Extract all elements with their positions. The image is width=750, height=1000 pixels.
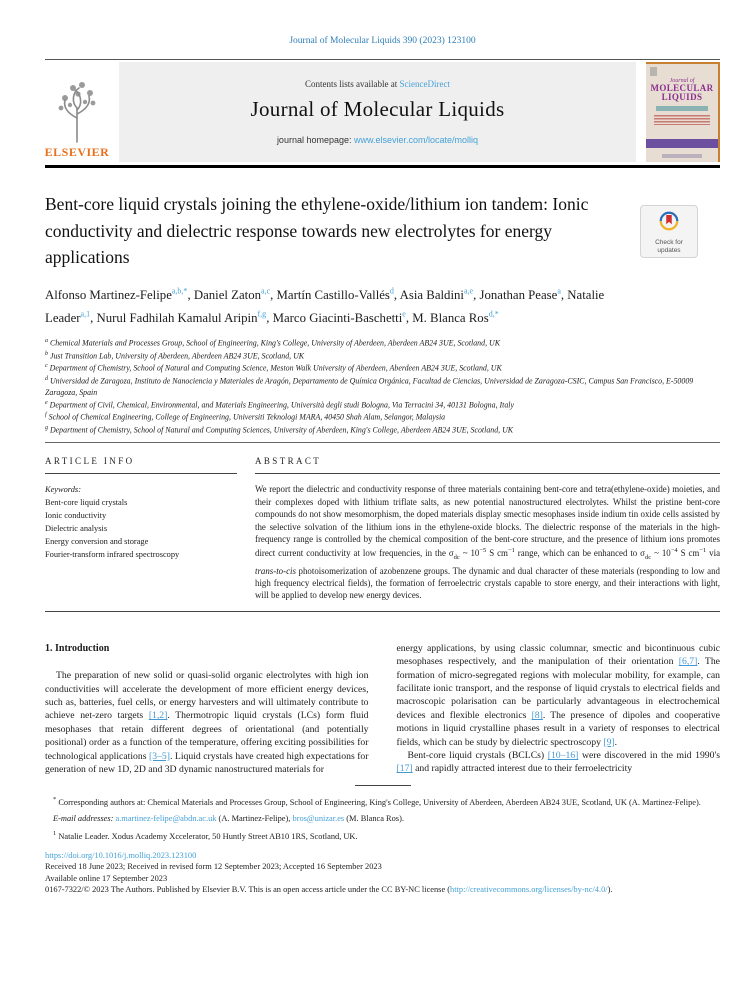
cover-title-line2: LIQUIDS xyxy=(661,92,703,102)
affiliations-list xyxy=(45,336,720,435)
cover-editors-text xyxy=(654,115,710,125)
text-run: Natalie Leader. Xodus Academy Xccelerator, 50 Huntly Street AB10 1RS, Scotland, UK. xyxy=(56,832,358,842)
exponent: −4 xyxy=(670,547,678,555)
text-run: energy applications, by using classic columnar, smectic and bicontinuous cubic mesophases respectively, and the manipulation of their orientation xyxy=(396,642,720,668)
affiliation-text: Just Transition Lab, University of Aberdeen, Aberdeen AB24 3UE, Scotland, UK xyxy=(48,351,305,361)
homepage-prefix: journal homepage: xyxy=(276,135,354,145)
article-info-header: ARTICLE INFO xyxy=(45,456,135,467)
abstract-bottom-rule xyxy=(45,611,720,612)
author-separator: , xyxy=(270,287,277,302)
exponent: −1 xyxy=(507,547,515,555)
author-separator: , xyxy=(266,311,273,326)
intro-paragraph-continued xyxy=(397,642,721,749)
affiliation-sup: a xyxy=(45,338,48,345)
intro-paragraph xyxy=(397,749,721,776)
affiliation-sup: c xyxy=(45,363,48,370)
abstract-text xyxy=(255,483,720,601)
affiliation xyxy=(45,398,720,411)
exponent: −5 xyxy=(479,547,487,555)
abstract-rule xyxy=(255,473,720,474)
author-affil-sup[interactable]: a xyxy=(557,286,561,296)
text-run: . The formation of micro-segregated regions with molecular mobility, for example, can facilitate ionic transport, and the response of liquid crystals to electrical fields and macroscopic polarisation can be particularly advantageous in electrochemical devices and flexible electronics xyxy=(396,656,720,721)
journal-banner xyxy=(45,62,720,162)
author-list xyxy=(45,282,655,329)
doi-link[interactable]: https://doi.org/10.1016/j.molliq.2023.123100 xyxy=(45,850,197,860)
author xyxy=(273,311,413,325)
author xyxy=(45,288,194,302)
citation-ref-link[interactable]: [9] xyxy=(603,736,615,748)
contents-prefix: Contents lists available at xyxy=(305,79,400,89)
text-run: and rapidly attracted interest due to their ferroelectricity xyxy=(412,763,633,775)
text-run: via xyxy=(706,548,721,559)
keyword: Bent-core liquid crystals xyxy=(45,498,128,508)
cover-purple-band xyxy=(646,139,718,148)
email-link[interactable]: bros@unizar.es xyxy=(292,813,345,823)
text-run: . Thermotropic liquid crystals (LCs) form fluid mesophases that retain different degrees of orientational (and potentially positional) order as a function of the temperature, offering exciting possibilities for technological applications xyxy=(45,710,369,762)
author-name: Asia Baldini xyxy=(399,287,464,302)
abstract-column xyxy=(255,456,720,601)
italic-term: trans-to-cis xyxy=(255,565,296,576)
affiliation-text: Department of Civil, Chemical, Environmental, and Materials Engineering, Università degli studi Bologna, Via Terracini 34, 40131 Bologna, Italy xyxy=(47,400,514,410)
affiliation xyxy=(45,336,720,349)
homepage-line xyxy=(277,135,478,145)
corresponding-author-note xyxy=(45,794,720,808)
footnote-rule xyxy=(355,785,411,786)
author-separator: , xyxy=(393,287,400,302)
text-run: . xyxy=(614,736,618,748)
left-column xyxy=(45,642,369,777)
text-run: S cm xyxy=(677,548,700,559)
asterisk-marker: * xyxy=(53,796,57,804)
journal-homepage-link[interactable]: www.elsevier.com/locate/molliq xyxy=(354,135,479,145)
cover-title-line1: MOLECULAR xyxy=(650,83,714,93)
check-for-updates-icon xyxy=(658,219,680,236)
text-run: Corresponding authors at: Chemical Materials and Processes Group, School of Engineering, King's College, University of Aberdeen, Aberdeen AB24 3UE, Scotland, UK (A. Martinez-Felipe). xyxy=(56,798,701,808)
text-run: 0167-7322/© 2023 The Authors. Published by Elsevier B.V. This is an open access article under the CC BY-NC license ( xyxy=(45,885,451,895)
author-name: M. Blanca Ros xyxy=(412,311,489,326)
email-addresses-note xyxy=(45,813,720,825)
intro-paragraph xyxy=(45,669,369,776)
text-run: ~ 10 xyxy=(459,548,480,559)
top-divider xyxy=(45,59,720,60)
affiliation xyxy=(45,349,720,362)
abstract-header: ABSTRACT xyxy=(255,456,322,467)
affiliation xyxy=(45,374,720,398)
text-run: (A. Martinez-Felipe), xyxy=(216,813,293,823)
text-run: photoisomerization of azobenzene groups. The dynamic and dual character of these materials (responding to low and high frequency electrical fields), the formation of ferroelectric crystals capable to store energy, and their interactions with light, will be applied to develop new energy devices. xyxy=(255,565,720,601)
citation-ref-link[interactable]: [8] xyxy=(531,709,543,721)
article-info-rule xyxy=(45,473,237,474)
affiliation-text: School of Chemical Engineering, College of Engineering, Universiti Teknologi MARA, 40450 Shah Alam, Selangor, Malaysia xyxy=(46,412,446,422)
author-affil-sup[interactable]: d xyxy=(389,286,394,296)
author-separator: , xyxy=(90,311,97,326)
author-name: Nurul Fadhilah Kamalul Aripin xyxy=(96,311,258,326)
text-run: . Liquid crystals have created high expectations for generation of new 1D, 2D and 3D dynamic nanostructured materials for xyxy=(45,750,369,776)
author xyxy=(479,288,567,302)
affiliation-text: Chemical Materials and Processes Group, School of Engineering, King's College, University of Aberdeen, Aberdeen AB24 3UE, Scotland, UK xyxy=(48,338,500,348)
author-separator: , xyxy=(405,311,413,326)
author-separator: , xyxy=(560,287,568,302)
author-affil-sup[interactable]: e xyxy=(402,309,406,319)
cover-script-text: Journal of xyxy=(669,78,695,84)
affiliation-sup: g xyxy=(45,424,48,431)
footnote-1-marker: 1 xyxy=(53,830,57,838)
text-run: range, which can be enhanced to σ xyxy=(514,548,645,559)
body-columns xyxy=(45,642,720,777)
cover-publisher-mark xyxy=(650,67,657,76)
text-run: . The presence of dipoles and cooperative motions in liquid crystalline phases result in a variety of responses to electrical fields, which can be study by dielectric spectroscopy xyxy=(396,709,720,748)
right-column xyxy=(397,642,721,777)
sigma-dc-subscript: dc xyxy=(453,554,460,562)
affiliation-sup: f xyxy=(45,412,47,419)
sciencedirect-link[interactable]: ScienceDirect xyxy=(399,79,450,89)
elsevier-wordmark: ELSEVIER xyxy=(44,145,110,159)
check-for-updates-label: Check for updates xyxy=(655,239,683,254)
affiliation-sup: b xyxy=(45,350,48,357)
author xyxy=(400,288,480,302)
citation-ref-link[interactable]: [1,2] xyxy=(148,710,168,722)
author-affil-sup[interactable]: a,b,* xyxy=(171,286,188,296)
text-run: We report the dielectric and conductivity response of three materials containing bent-core and tetra(ethylene-oxide) moieties, and their complexes doped with lithium triflate salts, as new potential nanostructured electrolytes. Whilst the pristine bent-core compounds do not show mesomorphism, the doped materials display smectic mesophases inside indium tin oxide cells assisted by the selective solvation of the lithium ions in the ethylene-oxide blocks. The dielectric response of the materials in the high-frequency range is controlled by the chemical composition of the bent-core structure, and the presence of lithium ions promotes direct current conductivity at low frequencies, in the σ xyxy=(255,484,720,559)
banner-center xyxy=(119,62,636,162)
author-name: Daniel Zaton xyxy=(193,287,262,302)
text-run: The preparation of new solid or quasi-solid organic electrolytes with high ion conductivities will accelerate the development of more efficient energy devices, such as, batteries, fuel cells, or energy harvesters and will ultimately contribute to achieve net-zero targets xyxy=(45,670,369,722)
journal-cover-thumbnail[interactable] xyxy=(646,62,720,162)
affiliation xyxy=(45,361,720,374)
text-run: S cm xyxy=(486,548,508,559)
journal-title: Journal of Molecular Liquids xyxy=(250,97,505,121)
author-separator: , xyxy=(187,287,194,302)
doi-line xyxy=(45,850,720,862)
author-separator: , xyxy=(473,287,480,302)
cover-footer-text xyxy=(662,154,702,158)
keywords-label: Keywords: xyxy=(45,485,81,495)
banner-bottom-rule xyxy=(45,165,720,168)
available-online: Available online 17 September 2023 xyxy=(45,873,168,883)
elsevier-tree-icon xyxy=(51,78,103,144)
journal-citation: Journal of Molecular Liquids 390 (2023) 123100 xyxy=(289,36,476,46)
footnote-1 xyxy=(45,828,720,842)
affiliation-text: Universidad de Zaragoza, Instituto de Nanociencia y Materiales de Aragón, Departamento de Química Orgánica, Facultad de Ciencias, Universidad de Zaragoza-CSIC, Campus San Francisco, E-50009 Zaragoza, Spain xyxy=(45,376,694,397)
text-run: (M. Blanca Ros). xyxy=(344,813,404,823)
info-top-rule xyxy=(45,442,720,443)
author-name: Martín Castillo-Vallés xyxy=(276,287,390,302)
check-for-updates-badge[interactable] xyxy=(640,205,698,258)
text-run: Bent-core liquid crystals (BCLCs) xyxy=(407,750,548,762)
license-link[interactable]: http://creativecommons.org/licenses/by-nc/4.0/ xyxy=(450,885,608,895)
article-info-column xyxy=(45,456,237,601)
affiliation-text: Department of Chemistry, School of Natural and Computing Science, Meston Walk University of Aberdeen, Aberdeen AB24 3UE, Scotland, UK xyxy=(47,363,502,373)
section-heading-introduction: 1. Introduction xyxy=(45,642,110,654)
keyword: Fourier-transform infrared spectroscopy xyxy=(45,550,180,560)
author xyxy=(194,288,277,302)
affiliation-text: Department of Chemistry, School of Natural and Computing Sciences, University of Aberdeen, King's College, Aberdeen AB24 3UE, Scotland, UK xyxy=(48,425,514,435)
affiliation xyxy=(45,423,720,436)
author xyxy=(412,311,498,325)
contents-line xyxy=(305,79,450,89)
author-name: Natalie Leader xyxy=(45,287,605,326)
author-affil-sup[interactable]: f,g xyxy=(257,309,267,319)
author-affil-sup[interactable]: a,1 xyxy=(80,309,91,319)
text-run: ). xyxy=(607,885,613,895)
copyright-line xyxy=(45,884,720,896)
exponent: −1 xyxy=(699,547,707,555)
elsevier-logo[interactable] xyxy=(45,62,109,162)
author-name: Marco Giacinti-Baschetti xyxy=(272,311,403,326)
keyword: Ionic conductivity xyxy=(45,511,107,521)
affiliation xyxy=(45,410,720,423)
received-dates: Received 18 June 2023; Received in revised form 12 September 2023; Accepted 16 September 2023 xyxy=(45,862,382,872)
citation-ref-link[interactable]: [3–5] xyxy=(149,750,170,762)
author xyxy=(277,288,400,302)
author-affil-sup[interactable]: a,c xyxy=(261,286,271,296)
keyword: Dielectric analysis xyxy=(45,524,108,534)
author-name: Alfonso Martinez-Felipe xyxy=(45,287,172,302)
author-name: Jonathan Pease xyxy=(479,287,558,302)
title-section xyxy=(45,191,720,271)
cover-subtitle-bar xyxy=(656,106,708,111)
paper-title: Bent-core liquid crystals joining the ethylene-oxide/lithium ion tandem: Ionic conductivity and dielectric response towards new electrolytes for energy applications xyxy=(45,194,589,267)
author-affil-sup[interactable]: d,* xyxy=(488,309,499,319)
citation-ref-link[interactable]: [10–16] xyxy=(547,750,579,762)
citation-ref-link[interactable]: [17] xyxy=(396,763,413,775)
author xyxy=(97,311,273,325)
text-run: ~ 10 xyxy=(651,548,671,559)
info-abstract-section xyxy=(45,456,720,601)
author-affil-sup[interactable]: a,e xyxy=(463,286,474,296)
affiliation-sup: e xyxy=(45,399,48,406)
sigma-dc-subscript: dc xyxy=(644,554,652,562)
email-label: E-mail addresses: xyxy=(53,813,116,823)
keyword: Energy conversion and storage xyxy=(45,537,149,547)
citation-ref-link[interactable]: [6,7] xyxy=(678,656,698,668)
text-run: were discovered in the mid 1990's xyxy=(578,750,720,762)
email-link[interactable]: a.martinez-felipe@abdn.ac.uk xyxy=(115,813,217,823)
affiliation-sup: d xyxy=(45,375,48,382)
